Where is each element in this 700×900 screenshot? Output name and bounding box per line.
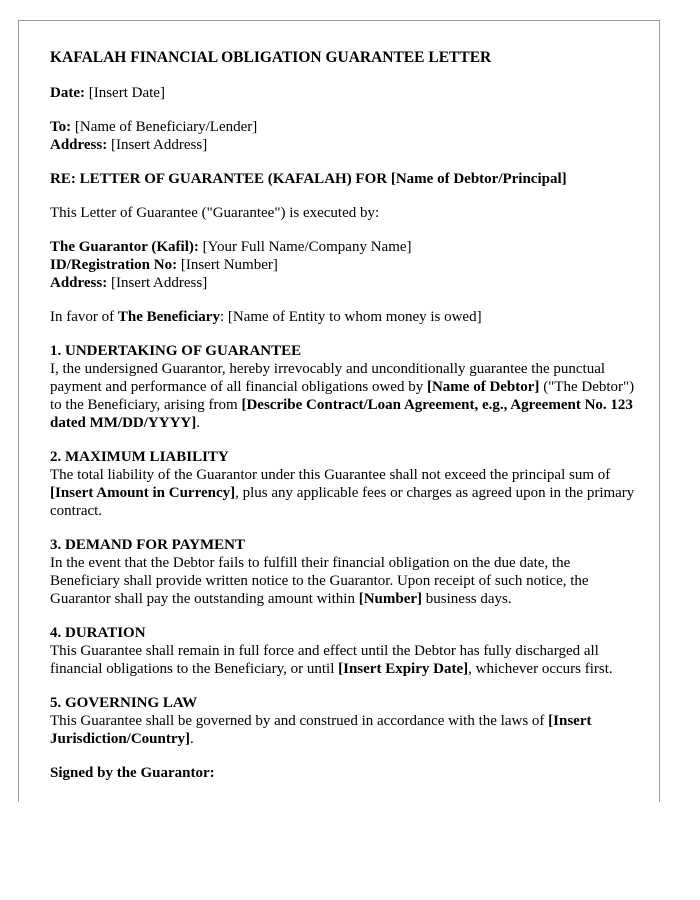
guarantor-value: [Your Full Name/Company Name] <box>198 239 412 255</box>
section-text: This Guarantee shall be governed by and construed in accordance with the laws of <box>50 713 549 729</box>
id-value: [Insert Number] <box>177 257 278 273</box>
section-heading: 1. UNDERTAKING OF GUARANTEE <box>50 343 302 359</box>
favor-beneficiary: The Beneficiary <box>117 309 220 325</box>
intro-paragraph: This Letter of Guarantee ("Guarantee") is executed by: <box>50 205 380 221</box>
re-line-text: RE: LETTER OF GUARANTEE (KAFALAH) FOR [Name of Debtor/Principal] <box>50 171 567 187</box>
section-placeholder: [Insert Jurisdiction/Country] <box>50 713 592 747</box>
favor-pre: In favor of <box>50 309 118 325</box>
address-value: [Insert Address] <box>107 137 208 153</box>
to-label: To: <box>50 119 72 135</box>
section-text: ("The Debtor") to the Beneficiary, arising from <box>50 379 635 413</box>
id-label: ID/Registration No: <box>50 257 178 273</box>
section-duration <box>50 624 640 678</box>
date-value: [Insert Date] <box>84 85 165 101</box>
section-heading: 2. MAXIMUM LIABILITY <box>50 449 229 465</box>
section-text: In the event that the Debtor fails to fulfill their financial obligation on the due date, the Beneficiary shall provide written notice to the Guarantor. Upon receipt of such notice, the Guarantor shall pay the outstanding amount within <box>50 555 589 607</box>
recipient-block <box>50 118 640 154</box>
section-governing-law <box>50 694 640 748</box>
section-maximum-liability <box>50 448 640 520</box>
section-placeholder: [Number] <box>358 591 423 607</box>
guarantor-address-value: [Insert Address] <box>107 275 208 291</box>
re-line <box>50 170 640 188</box>
section-text: I, the undersigned Guarantor, hereby irrevocably and unconditionally guarantee the punctual payment and performance of all financial obligations owed by <box>50 361 606 395</box>
letter-body <box>50 49 640 798</box>
section-heading: 4. DURATION <box>50 625 146 641</box>
date-label: Date: <box>50 85 85 101</box>
section-placeholder: [Insert Expiry Date] <box>338 661 469 677</box>
date-line <box>50 84 640 102</box>
favor-post: : [Name of Entity to whom money is owed] <box>219 309 482 325</box>
section-text: This Guarantee shall remain in full force and effect until the Debtor has fully discharged all financial obligations to the Beneficiary, or until <box>50 643 599 677</box>
guarantor-block <box>50 238 640 292</box>
document-page <box>18 20 660 802</box>
to-value: [Name of Beneficiary/Lender] <box>71 119 258 135</box>
signed-by-label: Signed by the Guarantor: <box>50 765 215 781</box>
document-title: KAFALAH FINANCIAL OBLIGATION GUARANTEE LETTER <box>50 49 492 66</box>
section-text: business days. <box>422 591 512 607</box>
section-placeholder: [Insert Amount in Currency] <box>50 485 236 501</box>
favor-line <box>50 308 640 326</box>
section-text: . <box>190 731 194 747</box>
section-heading: 3. DEMAND FOR PAYMENT <box>50 537 245 553</box>
section-text: , plus any applicable fees or charges as agreed upon in the primary contract. <box>50 485 635 519</box>
guarantor-label: The Guarantor (Kafil): <box>50 239 199 255</box>
section-heading: 5. GOVERNING LAW <box>50 695 198 711</box>
section-placeholder: [Describe Contract/Loan Agreement, e.g., Agreement No. 123 dated MM/DD/YYYY] <box>50 397 633 431</box>
section-text: . <box>196 415 200 431</box>
section-text: The total liability of the Guarantor under this Guarantee shall not exceed the principal sum of <box>50 467 611 483</box>
section-demand-for-payment <box>50 536 640 608</box>
section-text: , whichever occurs first. <box>468 661 613 677</box>
section-placeholder: [Name of Debtor] <box>426 379 540 395</box>
address-label: Address: <box>50 137 108 153</box>
guarantor-address-label: Address: <box>50 275 108 291</box>
signature-line <box>50 764 640 782</box>
section-undertaking <box>50 342 640 432</box>
